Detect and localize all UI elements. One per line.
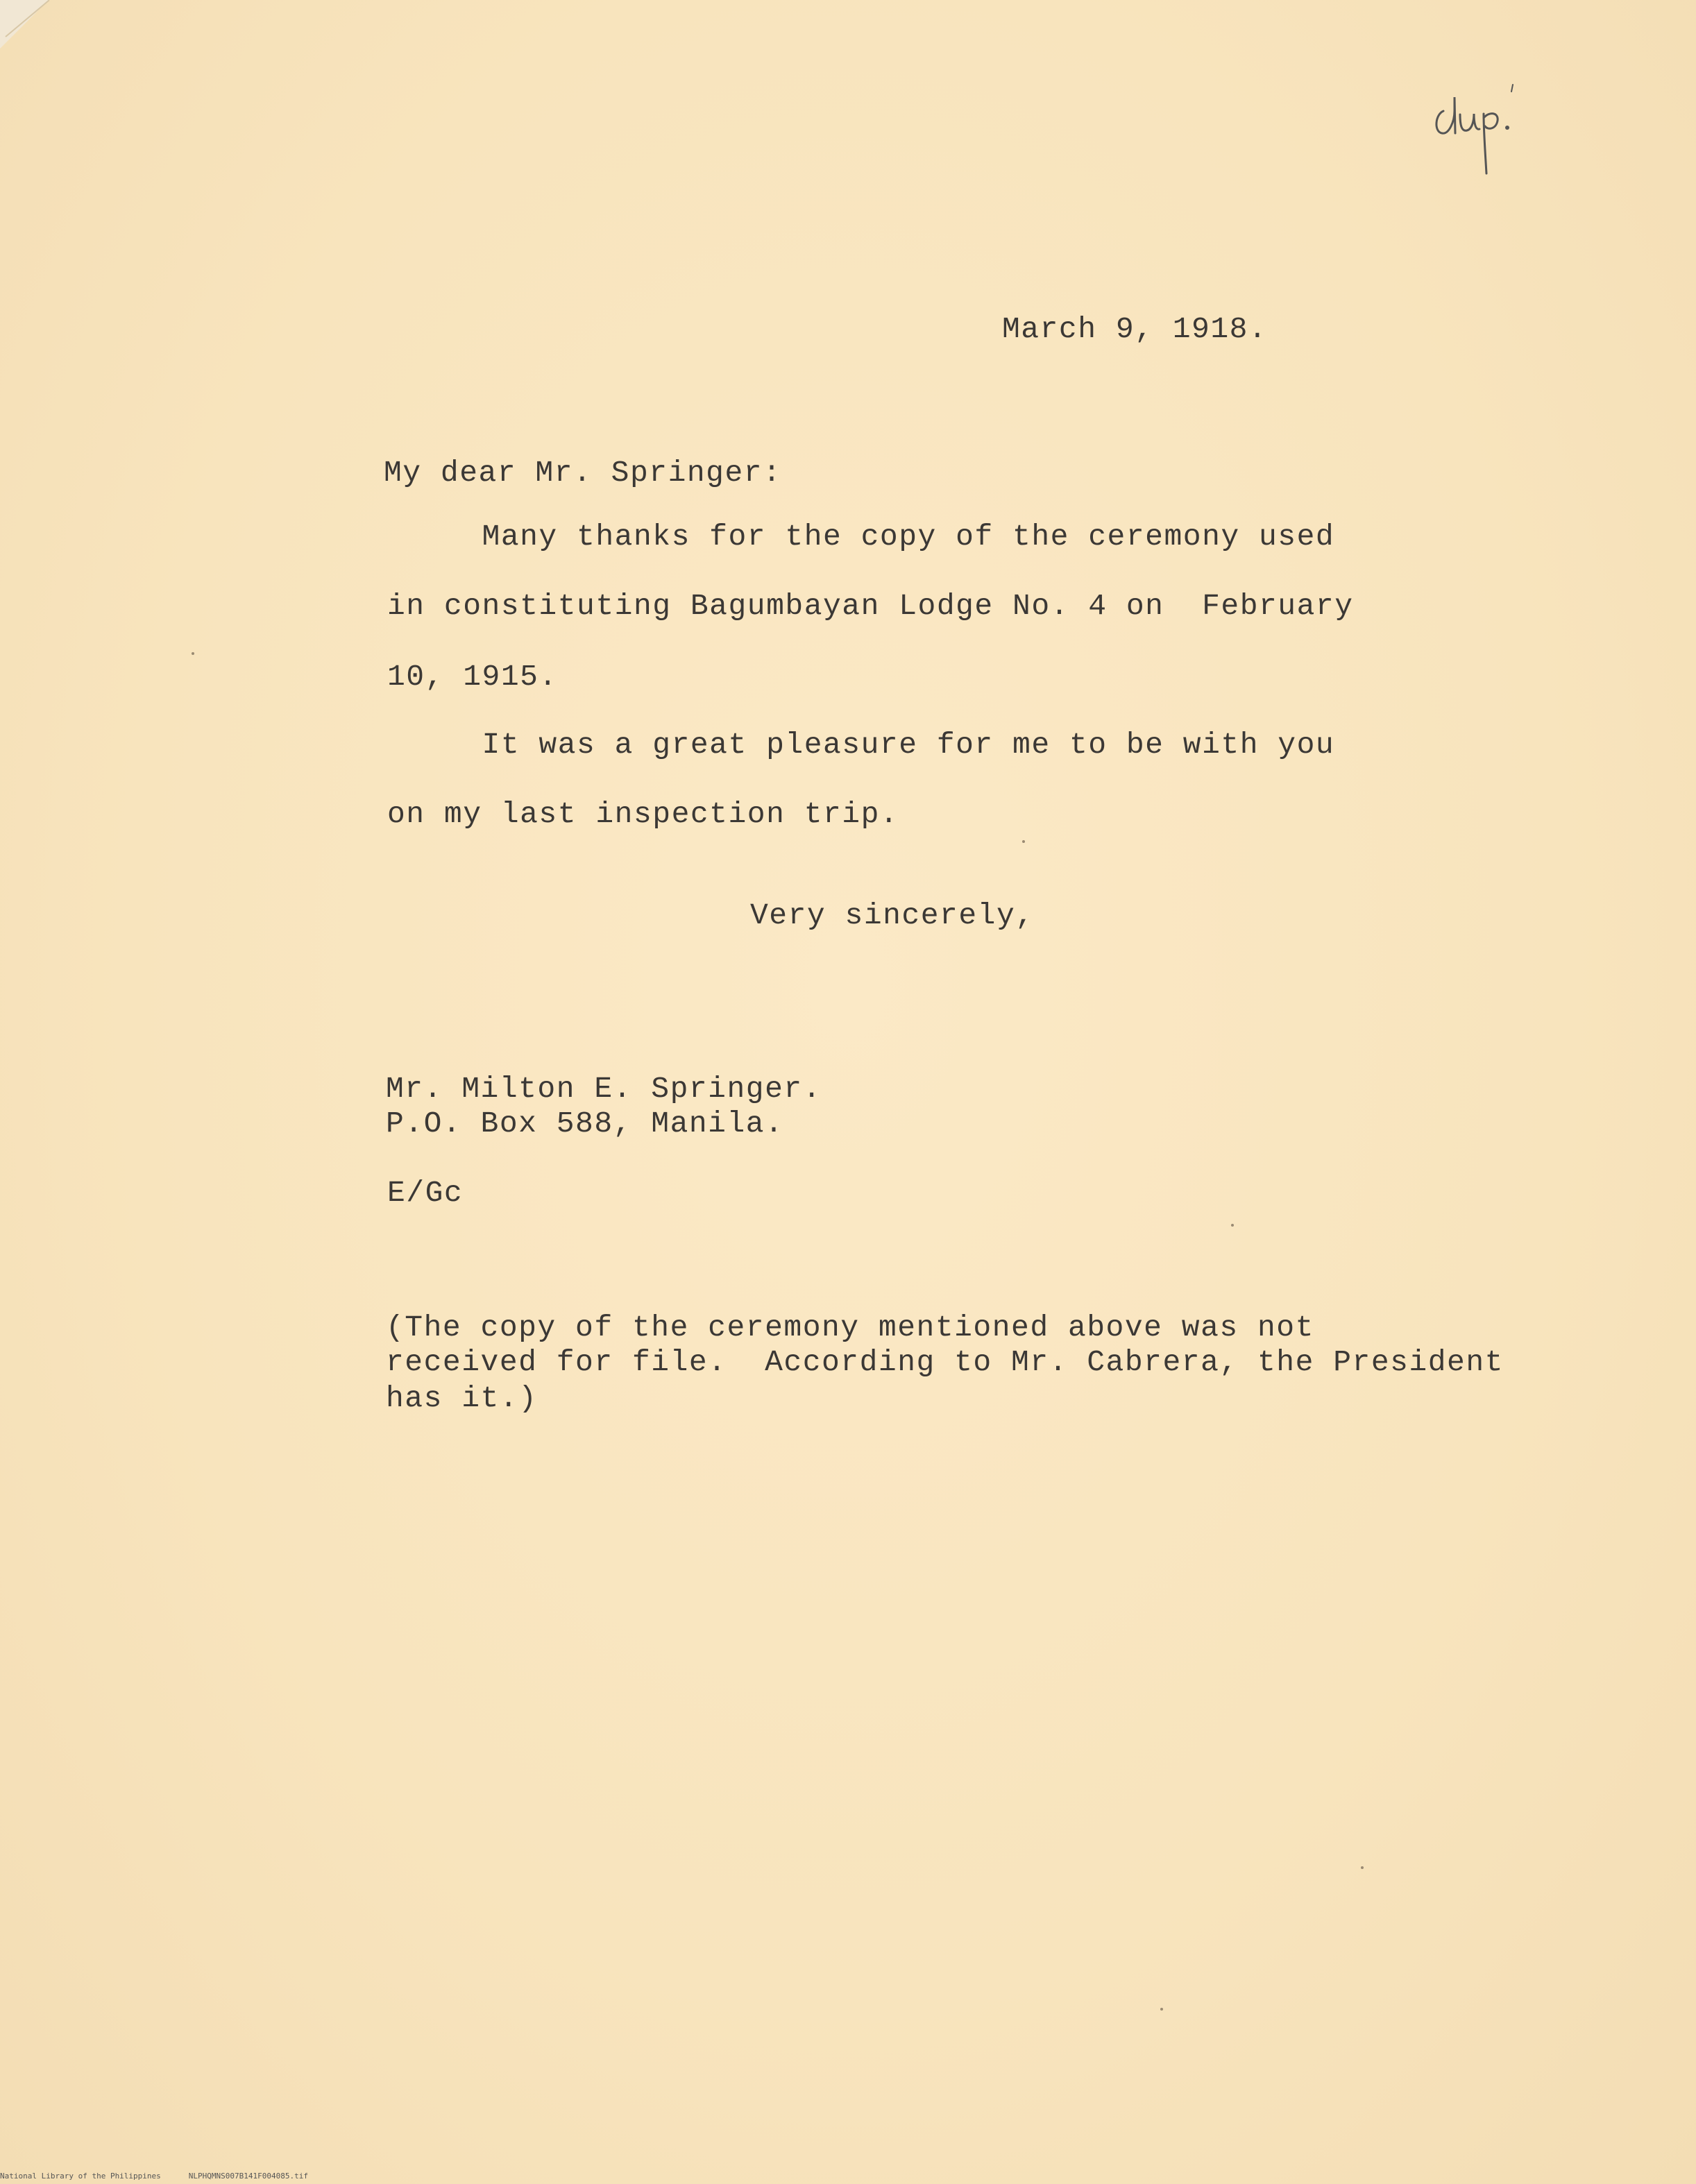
file-note-line-2: received for file. According to Mr. Cabrera, the President [386,1345,1504,1379]
body-paragraph-2-line-2: on my last inspection trip. [387,797,899,831]
handwritten-dup-annotation [1430,83,1527,180]
letter-salutation: My dear Mr. Springer: [384,456,782,490]
footer-source: National Library of the Philippines [0,2172,161,2181]
file-note-line-1: (The copy of the ceremony mentioned above was not [386,1311,1314,1345]
paper-speck [1022,840,1025,843]
body-paragraph-2-line-1: It was a great pleasure for me to be with you [387,728,1335,762]
footer-filename: NLPHQMNS007B141F004085.tif [188,2172,308,2181]
body-paragraph-1-line-3: 10, 1915. [387,660,558,694]
body-paragraph-1-line-1: Many thanks for the copy of the ceremony used [387,520,1335,554]
recipient-address: P.O. Box 588, Manila. [386,1107,784,1141]
paper-speck [1160,2008,1163,2011]
paper-speck [1361,1866,1364,1869]
letter-date: March 9, 1918. [1002,312,1268,346]
file-note-line-3: has it.) [386,1381,538,1415]
body-paragraph-1-line-2: in constituting Bagumbayan Lodge No. 4 on February [387,589,1354,623]
scan-footer [0,2172,336,2181]
paper-speck [192,652,194,655]
typist-initials: E/Gc [387,1176,464,1210]
letter-closing: Very sincerely, [750,898,1035,932]
recipient-name: Mr. Milton E. Springer. [386,1072,822,1106]
paper-speck [1231,1224,1234,1227]
